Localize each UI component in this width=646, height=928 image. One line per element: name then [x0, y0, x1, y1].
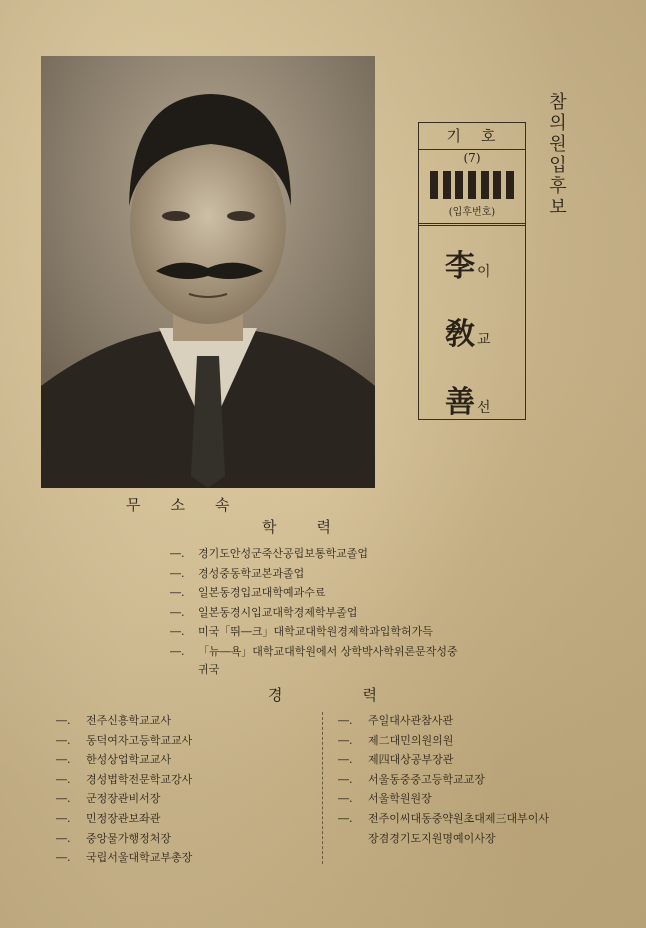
name-char-3: 善선	[445, 385, 491, 420]
list-item: ―. 경기도안성군죽산공립보통학교졸업	[170, 547, 369, 560]
career-list-right	[338, 711, 618, 848]
candidate-ballot-box	[418, 122, 526, 420]
education-heading: 학력	[262, 518, 371, 536]
list-item: ―. 국립서울대학교부총장	[56, 851, 193, 865]
list-item: ―. 경성법학전문학교강사	[56, 772, 193, 786]
list-item: ―. 미국「뛰―크」대학교대학원경제학과입학허가득	[170, 625, 433, 638]
list-item: ―. 한성상업학교교사	[56, 753, 172, 767]
ballot-label: 기호	[419, 123, 525, 150]
name-char-2: 敎교	[445, 317, 491, 352]
list-item: ―. 서울동중중고등학교교장	[338, 772, 485, 786]
name-char-1: 李이	[445, 249, 491, 284]
ballot-note: (입후번호)	[448, 207, 496, 218]
list-item: ―. 민정장관보좌관	[56, 811, 161, 825]
career-heading: 경력	[268, 686, 457, 704]
list-item: 장겸경기도지원명예이사장	[368, 831, 496, 845]
vertical-heading: 참 의 원 입 후 보	[549, 92, 567, 218]
list-item: ―. 군정장관비서장	[56, 792, 161, 806]
list-item: ―. 제四대상공부장관	[338, 753, 454, 767]
list-item: ―. 일본동경입교대학예과수료	[170, 586, 326, 599]
ballot-number: (7)	[463, 151, 481, 165]
education-list	[170, 544, 530, 661]
list-item: ―. 전주이씨대동중약원초대제三대부이사	[338, 811, 550, 825]
affiliation-label: 무소속	[126, 496, 260, 514]
list-item: ―. 전주신흥학교교사	[56, 714, 172, 727]
list-item: ―. 서울학원원장	[338, 792, 432, 806]
list-item: ―. 「뉴―욕」대학교대학원에서 상학박사학위론문작성중	[170, 644, 458, 658]
list-item: ―. 제二대민의원의원	[338, 733, 454, 747]
box-divider	[419, 223, 525, 226]
list-item: ―. 주일대사관참사관	[338, 714, 454, 727]
list-item: ―. 동덕여자고등학교교사	[56, 733, 193, 747]
career-list-left	[56, 711, 316, 868]
list-item: ―. 중앙물가행정처장	[56, 831, 172, 845]
list-item: ―. 경성중동학교본과졸업	[170, 566, 305, 580]
list-item: ―. 일본동경시입교대학경제학부졸업	[170, 605, 358, 619]
ballot-number-bars	[430, 171, 514, 199]
candidate-portrait	[41, 56, 375, 488]
education-continuation: 귀국	[198, 663, 220, 676]
career-divider	[322, 712, 323, 864]
